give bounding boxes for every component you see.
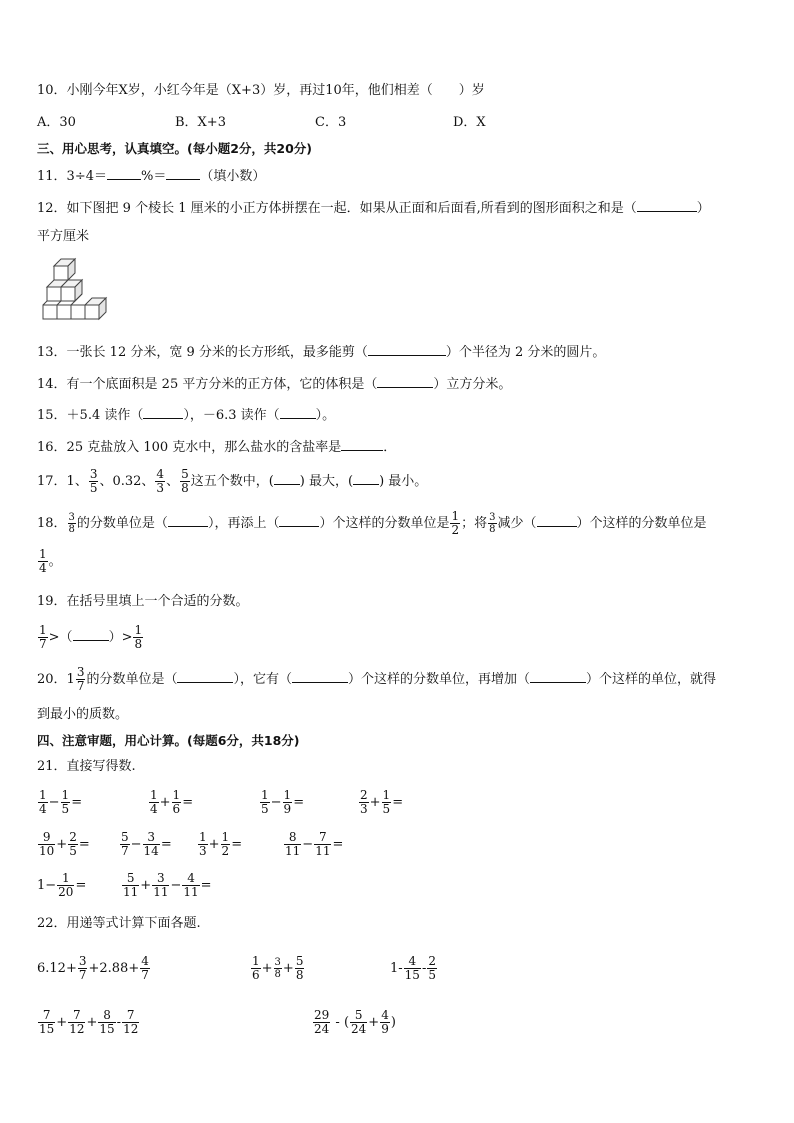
q15-text-a: 15．＋5.4 读作（ bbox=[37, 408, 144, 423]
q17-text-mid: 、0.32、 bbox=[99, 474, 155, 489]
q18-text-t4: ；将 bbox=[461, 516, 488, 531]
fraction-3-7: $\frac{3}{7}$ bbox=[76, 665, 85, 693]
q20-text-t2: ），它有（ bbox=[233, 672, 292, 687]
fraction-1-4: $\frac{1}{4}$ bbox=[39, 547, 47, 575]
q16-text: 16．25 克盐放入 100 克水中，那么盐水的含盐率是 bbox=[37, 440, 342, 455]
q20-text-t3: ）个这样的分数单位，再增加（ bbox=[348, 672, 531, 687]
fraction-3-8-b: $\frac{3}{8}$ bbox=[489, 512, 496, 535]
q17-blank-1 bbox=[274, 471, 300, 485]
q15-blank-2 bbox=[280, 405, 316, 419]
q21-expr-3-1: 1− $\frac{1}{20}$ = bbox=[37, 871, 87, 899]
q13-blank bbox=[368, 342, 446, 356]
q17-text-t2: ) 最大，( bbox=[299, 474, 354, 489]
q18-end: 。 bbox=[48, 554, 62, 569]
fraction-3-8: $\frac{3}{8}$ bbox=[68, 512, 75, 535]
section-3-heading: 三、用心思考，认真填空。(每小题2分，共20分) bbox=[37, 141, 313, 156]
q21-expr-1-2: $\frac{1}{4}$ + $\frac{1}{6}$ = bbox=[150, 788, 194, 816]
q18-blank-2 bbox=[279, 513, 319, 527]
cube-top bbox=[54, 259, 75, 280]
q18-blank-3 bbox=[537, 513, 577, 527]
q20-blank-3 bbox=[530, 669, 586, 683]
q21-expr-1-1: $\frac{1}{4}$ − $\frac{1}{5}$ = bbox=[39, 788, 83, 816]
question-11 bbox=[37, 166, 265, 186]
question-12 bbox=[37, 198, 710, 218]
q13-text-post: ）个半径为 2 分米的圆片。 bbox=[445, 345, 606, 360]
q15-blank-1 bbox=[143, 405, 183, 419]
q22-expr-5: $\frac{29}{24}$ - ( $\frac{5}{24}$ + $\frac{4}{9}$ ) bbox=[314, 1008, 396, 1036]
fraction-5-8: $\frac{5}{8}$ bbox=[181, 467, 189, 495]
q21-expr-2-3: $\frac{1}{3}$ + $\frac{1}{2}$ = bbox=[199, 830, 243, 858]
q21-expr-3-2: $\frac{5}{11}$ + $\frac{3}{11}$ − $\frac{4}{11}$ = bbox=[123, 871, 212, 899]
question-13 bbox=[37, 342, 605, 362]
q15-text-c: ）。 bbox=[315, 408, 336, 423]
q22-expr-4: $\frac{7}{15}$ + $\frac{7}{12}$ + $\frac{8}{15}$ - $\frac{7}{12}$ bbox=[39, 1008, 139, 1036]
question-14 bbox=[37, 374, 511, 394]
q21-expr-2-1: $\frac{9}{10}$ + $\frac{2}{5}$ = bbox=[39, 830, 90, 858]
q20-text-t4: ）个这样的单位，就得 bbox=[586, 672, 717, 687]
q15-text-b: ），－6.3 读作（ bbox=[183, 408, 280, 423]
q13-text: 13．一张长 12 分米，宽 9 分米的长方形纸，最多能剪（ bbox=[37, 345, 368, 360]
question-20 bbox=[37, 660, 716, 700]
fraction-1-2: $\frac{1}{2}$ bbox=[451, 509, 460, 537]
q18-text: 18． bbox=[37, 516, 67, 531]
q19-paren-open: （ bbox=[59, 630, 73, 645]
q12-text: 12．如下图把 9 个棱长 1 厘米的小正方体拼摆在一起．如果从正面和后面看,所看到的图形面积之和是（ bbox=[37, 201, 637, 216]
q19-blank bbox=[73, 627, 109, 641]
q21-expr-1-3: $\frac{1}{5}$ − $\frac{1}{9}$ = bbox=[261, 788, 305, 816]
fraction-3-5: $\frac{3}{5}$ bbox=[89, 467, 98, 495]
q20-blank-2 bbox=[292, 669, 348, 683]
q19-gt-2: > bbox=[121, 630, 133, 645]
cube-stack-figure bbox=[40, 254, 114, 326]
q18-text-t6: ）个这样的分数单位是 bbox=[576, 516, 707, 531]
q17-sep: 、 bbox=[166, 474, 180, 489]
q18-blank-1 bbox=[168, 513, 208, 527]
q16-blank bbox=[341, 437, 383, 451]
question-15 bbox=[37, 405, 335, 425]
question-21: 21．直接写得数. bbox=[37, 759, 136, 774]
q10-option-a: A．30 bbox=[37, 115, 76, 130]
question-22: 22．用递等式计算下面各题. bbox=[37, 916, 201, 931]
q18-line2 bbox=[37, 542, 62, 582]
q19-inequality bbox=[37, 618, 144, 658]
q18-text-t2: ），再添上（ bbox=[207, 516, 280, 531]
q16-text-post: ． bbox=[383, 440, 397, 455]
q11-text-mid: %＝ bbox=[140, 169, 167, 184]
q22-expr-2: $\frac{1}{6}$ + $\frac{3}{8}$ + $\frac{5}{8}$ bbox=[252, 954, 304, 982]
q17-text-t3: ) 最小。 bbox=[379, 474, 428, 489]
q21-expr-1-4: $\frac{2}{3}$ + $\frac{1}{5}$ = bbox=[360, 788, 404, 816]
q12-blank bbox=[637, 198, 697, 212]
q17-blank-2 bbox=[353, 471, 379, 485]
q20-text: 20．1 bbox=[37, 672, 75, 687]
q17-text-t1: 这五个数中，( bbox=[190, 474, 274, 489]
q10-option-b: B．X+3 bbox=[175, 115, 226, 130]
q18-text-t1: 的分数单位是（ bbox=[76, 516, 168, 531]
q14-text: 14．有一个底面积是 25 平方分米的正方体，它的体积是（ bbox=[37, 377, 378, 392]
fraction-4-3: $\frac{4}{3}$ bbox=[156, 467, 165, 495]
q21-expr-2-2: $\frac{5}{7}$ − $\frac{3}{14}$ = bbox=[121, 830, 172, 858]
q11-text-post: （填小数） bbox=[200, 169, 266, 184]
fraction-1-7: $\frac{1}{7}$ bbox=[39, 623, 47, 651]
q22-expr-1: 6.12+ $\frac{3}{7}$ +2.88+ $\frac{4}{7}$ bbox=[37, 954, 149, 982]
q22-expr-3: 1- $\frac{4}{15}$ - $\frac{2}{5}$ bbox=[390, 954, 436, 982]
q12-paren: ） bbox=[696, 201, 710, 216]
section-4-heading: 四、注意审题，用心计算。(每题6分，共18分) bbox=[37, 733, 300, 748]
q14-blank bbox=[377, 374, 433, 388]
fraction-1-8: $\frac{1}{8}$ bbox=[134, 623, 143, 651]
q11-blank-2 bbox=[166, 166, 200, 180]
q20-line2: 到最小的质数。 bbox=[37, 707, 129, 722]
q14-text-post: ）立方分米。 bbox=[433, 377, 512, 392]
q18-text-t3: ）个这样的分数单位是 bbox=[319, 516, 450, 531]
q19-gt-1: > bbox=[48, 630, 60, 645]
question-19: 19．在括号里填上一个合适的分数。 bbox=[37, 594, 249, 609]
question-16 bbox=[37, 437, 396, 457]
q11-text: 11．3÷4＝ bbox=[37, 169, 107, 184]
question-18 bbox=[37, 504, 707, 544]
question-17 bbox=[37, 462, 427, 502]
q21-expr-2-4: $\frac{8}{11}$ − $\frac{7}{11}$ = bbox=[285, 830, 344, 858]
question-10: 10．小刚今年X岁，小红今年是（X+3）岁，再过10年，他们相差（ ）岁 bbox=[37, 83, 485, 98]
q19-paren-close: ） bbox=[108, 630, 122, 645]
q20-text-t1: 的分数单位是（ bbox=[86, 672, 178, 687]
q10-option-d: D．X bbox=[453, 115, 486, 130]
q18-text-t5: 减少（ bbox=[497, 516, 537, 531]
q10-option-c: C．3 bbox=[315, 115, 347, 130]
q17-text: 17．1、 bbox=[37, 474, 88, 489]
q11-blank-1 bbox=[107, 166, 141, 180]
q20-blank-1 bbox=[177, 669, 233, 683]
q12-unit: 平方厘米 bbox=[37, 229, 90, 244]
